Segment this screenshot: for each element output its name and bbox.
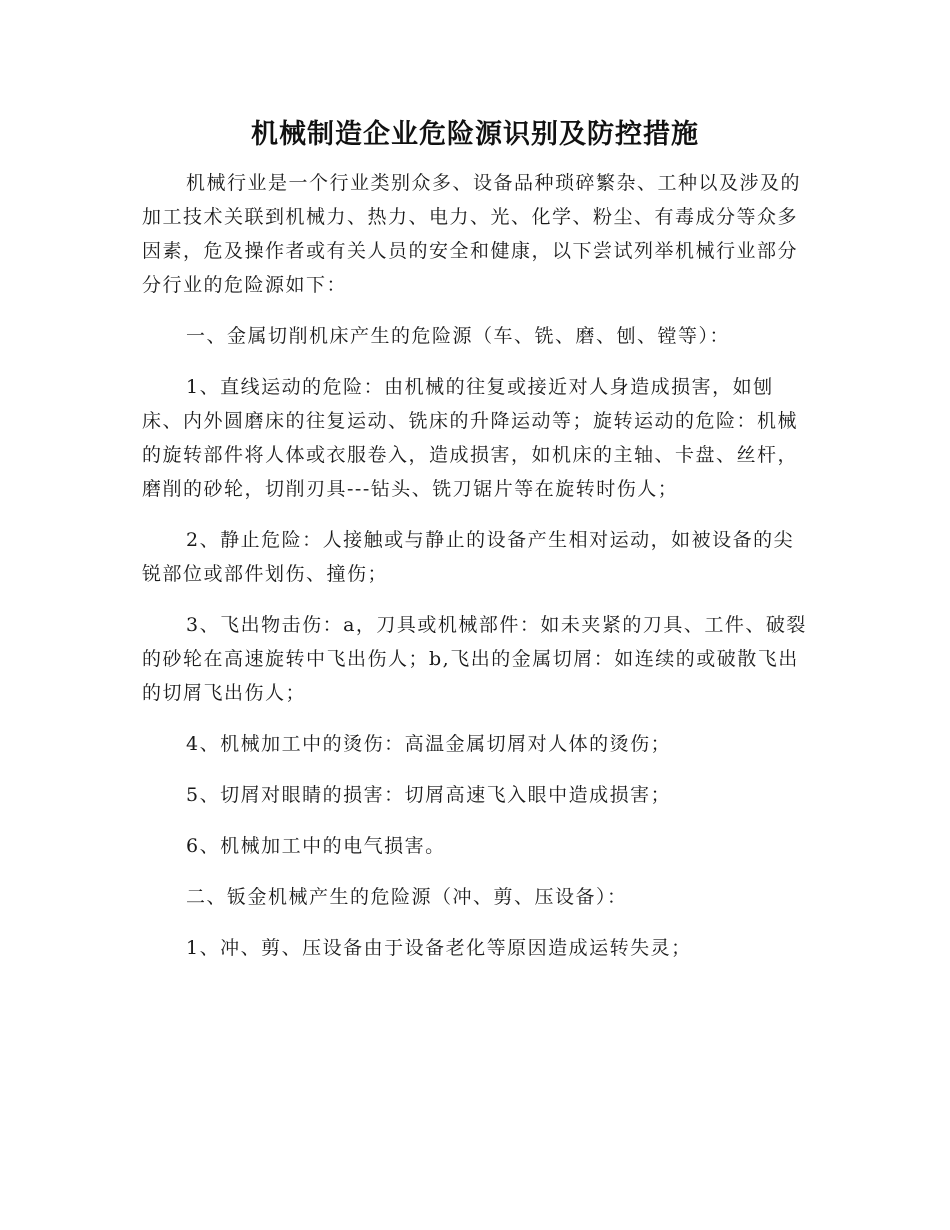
document-title: 机械制造企业危险源识别及防控措施 [251, 119, 699, 150]
hazard-item-1-linear-motion: 1、直线运动的危险：由机械的往复或接近对人身造成损害，如刨床、内外圆磨床的往复运动、铣床的升降运动等；旋转运动的危险：机械的旋转部件将人体或衣服卷入，造成损害，如机床的主轴、卡盘、丝杆，磨削的砂轮，切削刃具---钻头、铣刀锯片等在旋转时伤人； [142, 376, 799, 500]
hazard-item-5-eye-injury: 5、切屑对眼睛的损害：切屑高速飞入眼中造成损害； [186, 784, 672, 806]
document-body [142, 166, 808, 982]
hazard-item-2-static: 2、静止危险：人接触或与静止的设备产生相对运动，如被设备的尖锐部位或部件划伤、撞伤； [142, 529, 795, 585]
hazard-item-4-burns: 4、机械加工中的烫伤：高温金属切屑对人体的烫伤； [186, 733, 672, 755]
hazard-item-6-electrical: 6、机械加工中的电气损害。 [186, 835, 446, 857]
sheet-metal-item-1: 1、冲、剪、压设备由于设备老化等原因造成运转失灵； [186, 937, 692, 959]
intro-paragraph: 机械行业是一个行业类别众多、设备品种琐碎繁杂、工种以及涉及的加工技术关联到机械力、热力、电力、光、化学、粉尘、有毒成分等众多因素，危及操作者或有关人员的安全和健康，以下尝试列举机械行业部分分行业的危险源如下： [142, 172, 802, 296]
section-heading-metal-cutting: 一、金属切削机床产生的危险源（车、铣、磨、刨、镗等）： [186, 325, 731, 347]
section-heading-sheet-metal: 二、钣金机械产生的危险源（冲、剪、压设备）： [186, 886, 628, 908]
hazard-item-3-projectiles: 3、飞出物击伤：a，刀具或机械部件：如未夹紧的刀具、工件、破裂的砂轮在高速旋转中飞出伤人；b,飞出的金属切屑：如连续的或破散飞出的切屑飞出伤人； [142, 614, 807, 704]
